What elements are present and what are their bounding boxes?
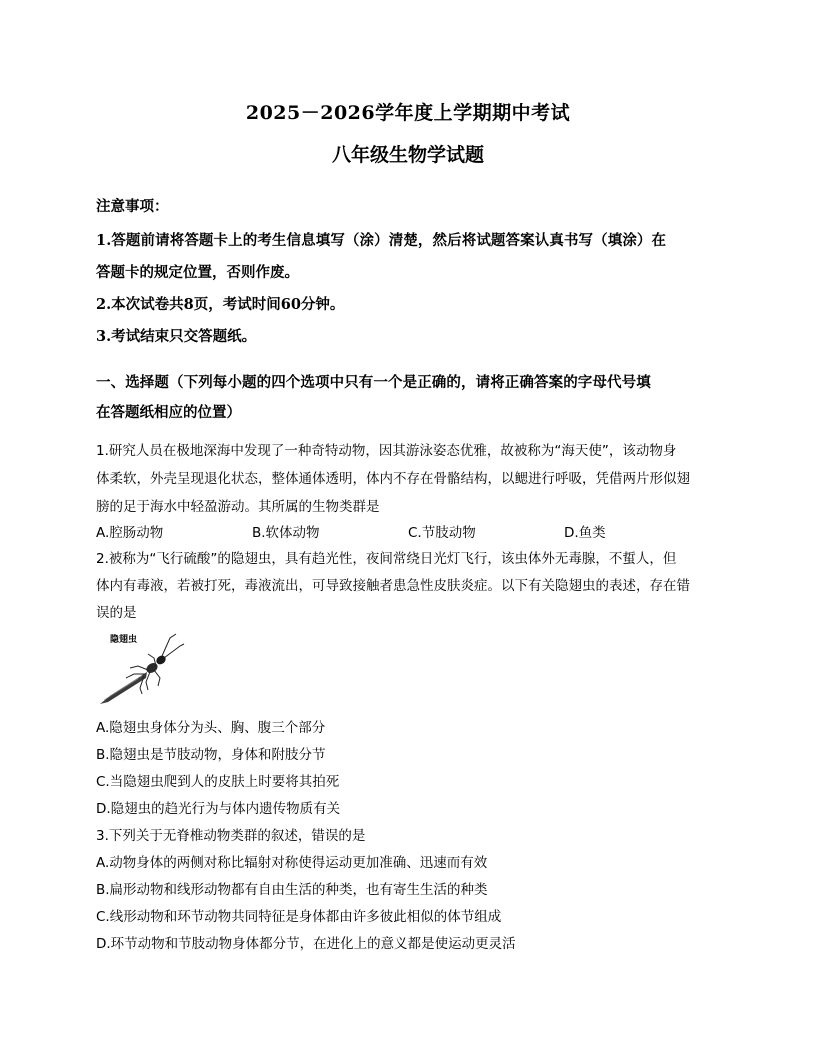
rove-beetle-icon [96, 632, 188, 706]
q1-option-d: D.鱼类 [564, 525, 606, 541]
rove-beetle-figure [96, 632, 188, 706]
notice-item-1-line-1: 1.答题前请将答题卡上的考生信息填写（涂）清楚，然后将试题答案认真书写（填涂）在 [96, 232, 667, 249]
q3-option-d: D.环节动物和节肢动物身体都分节，在进化上的意义都是使运动更灵活 [96, 936, 516, 952]
q3-option-b: B.扁形动物和线形动物都有自由生活的种类，也有寄生生活的种类 [96, 882, 488, 898]
q2-stem-line-3: 误的是 [96, 605, 137, 621]
q1-option-c: C.节肢动物 [408, 525, 476, 541]
q1-stem-line-2: 体柔软，外壳呈现退化状态，整体通体透明，体内不存在骨骼结构，以鳃进行呼吸，凭借两片形似翅 [96, 471, 690, 487]
q1-stem-line-1: 1.研究人员在极地深海中发现了一种奇特动物，因其游泳姿态优雅，故被称为“海天使”，该动物身 [96, 443, 677, 459]
q2-stem-line-2: 体内有毒液，若被打死，毒液流出，可导致接触者患急性皮肤炎症。以下有关隐翅虫的表述，存在错 [96, 578, 690, 594]
section1-heading-line-1: 一、选择题（下列每小题的四个选项中只有一个是正确的，请将正确答案的字母代号填 [96, 374, 651, 391]
notice-item-3: 3.考试结束只交答题纸。 [96, 328, 257, 345]
q2-option-d: D.隐翅虫的趋光行为与体内遗传物质有关 [96, 801, 341, 817]
notice-item-1-line-2: 答题卡的规定位置，否则作废。 [96, 264, 299, 281]
figure-caption: 隐翅虫 [110, 635, 138, 645]
q1-option-a: A.腔肠动物 [96, 525, 164, 541]
exam-title: 2025－2026学年度上学期期中考试 [245, 102, 571, 124]
exam-subtitle: 八年级生物学试题 [331, 144, 484, 166]
q2-option-a: A.隐翅虫身体分为头、胸、腹三个部分 [96, 720, 326, 736]
notice-item-2: 2.本次试卷共8页，考试时间60分钟。 [96, 296, 345, 313]
q2-option-b: B.隐翅虫是节肢动物，身体和附肢分节 [96, 747, 326, 763]
q3-option-a: A.动物身体的两侧对称比辐射对称使得运动更加准确、迅速而有效 [96, 855, 488, 871]
notice-heading: 注意事项： [96, 198, 169, 215]
q2-stem-line-1: 2.被称为“飞行硫酸”的隐翅虫，具有趋光性，夜间常绕日光灯飞行，该虫体外无毒腺，不蜇人，但 [96, 551, 677, 567]
section1-heading-line-2: 在答题纸相应的位置） [96, 404, 241, 421]
q3-option-c: C.线形动物和环节动物共同特征是身体都由许多彼此相似的体节组成 [96, 909, 502, 925]
q2-option-c: C.当隐翅虫爬到人的皮肤上时要将其拍死 [96, 774, 340, 790]
q1-option-b: B.软体动物 [252, 525, 320, 541]
q1-stem-line-3: 膀的足于海水中轻盈游动。其所属的生物类群是 [96, 499, 380, 515]
q3-stem: 3.下列关于无脊椎动物类群的叙述，错误的是 [96, 828, 366, 844]
